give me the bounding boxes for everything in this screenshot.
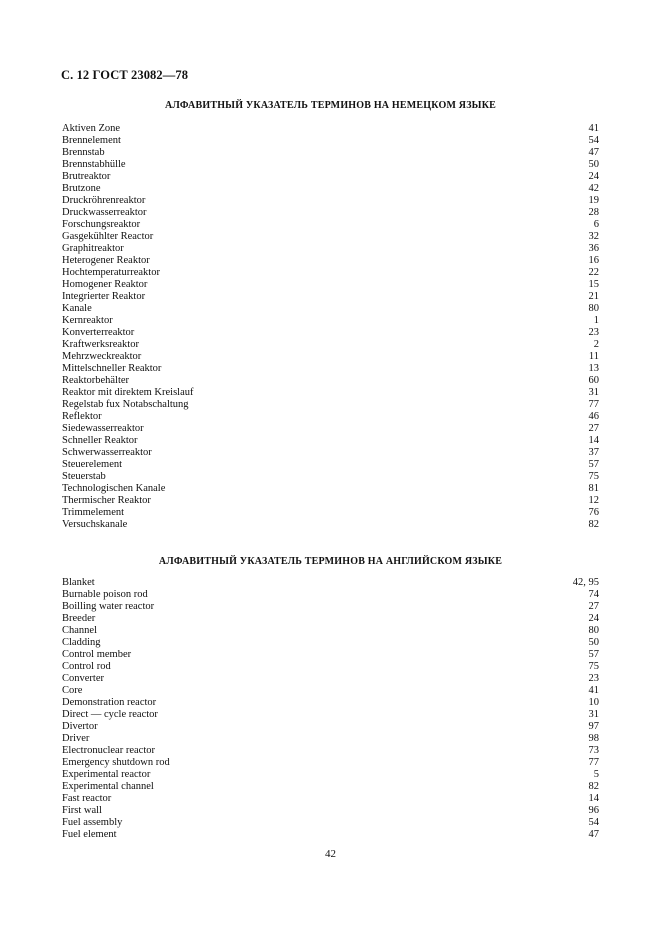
entry-number: 73 — [588, 745, 599, 756]
entry-number: 54 — [588, 135, 599, 146]
entry-number: 37 — [588, 447, 599, 458]
entry-number: 31 — [588, 709, 599, 720]
entry-term: Hochtemperaturreaktor — [62, 267, 160, 278]
entry-term: Kanale — [62, 303, 92, 314]
entry-term: Kraftwerksreaktor — [62, 339, 139, 350]
entry-number: 13 — [588, 363, 599, 374]
section-title-english: АЛФАВИТНЫЙ УКАЗАТЕЛЬ ТЕРМИНОВ НА АНГЛИЙСКОМ ЯЗЫКЕ — [158, 556, 503, 567]
section-title-german: АЛФАВИТНЫЙ УКАЗАТЕЛЬ ТЕРМИНОВ НА НЕМЕЦКОМ ЯЗЫКЕ — [164, 100, 497, 111]
index-entry — [62, 793, 599, 805]
page-number: 42 — [325, 848, 336, 860]
entry-number: 1 — [593, 315, 599, 326]
entry-term: Control rod — [62, 661, 111, 672]
entry-number: 21 — [588, 291, 599, 302]
entry-number: 50 — [588, 637, 599, 648]
entry-number: 32 — [588, 231, 599, 242]
entry-term: Brennstab — [62, 147, 105, 158]
entry-term: Reaktor mit direktem Kreislauf — [62, 387, 194, 398]
index-entry — [62, 613, 599, 625]
index-entry — [62, 721, 599, 733]
entry-number: 82 — [588, 519, 599, 530]
entry-number: 47 — [588, 829, 599, 840]
index-entry — [62, 781, 599, 793]
entry-number: 80 — [588, 625, 599, 636]
entry-term: Siedewasserreaktor — [62, 423, 144, 434]
german-term-list — [62, 123, 599, 531]
entry-term: Fuel element — [62, 829, 117, 840]
entry-number: 15 — [588, 279, 599, 290]
index-entry — [62, 339, 599, 351]
entry-number: 22 — [588, 267, 599, 278]
index-entry — [62, 375, 599, 387]
entry-number: 5 — [593, 769, 599, 780]
entry-number: 23 — [588, 327, 599, 338]
entry-term: Brutzone — [62, 183, 101, 194]
entry-number: 76 — [588, 507, 599, 518]
entry-term: Graphitreaktor — [62, 243, 124, 254]
entry-term: Versuchskanale — [62, 519, 128, 530]
entry-term: Boilling water reactor — [62, 601, 155, 612]
index-entry — [62, 697, 599, 709]
entry-number: 80 — [588, 303, 599, 314]
entry-number: 41 — [588, 685, 599, 696]
entry-number: 11 — [588, 351, 599, 362]
entry-term: Blanket — [62, 577, 95, 588]
index-entry — [62, 637, 599, 649]
entry-number: 16 — [588, 255, 599, 266]
entry-number: 24 — [588, 171, 599, 182]
entry-number: 10 — [588, 697, 599, 708]
index-entry — [62, 219, 599, 231]
entry-number: 23 — [588, 673, 599, 684]
index-entry — [62, 123, 599, 135]
entry-number: 6 — [593, 219, 599, 230]
entry-term: Homogener Reaktor — [62, 279, 148, 290]
entry-number: 96 — [588, 805, 599, 816]
index-entry — [62, 423, 599, 435]
entry-number: 77 — [588, 757, 599, 768]
entry-number: 14 — [588, 435, 599, 446]
index-entry — [62, 625, 599, 637]
index-entry — [62, 411, 599, 423]
index-entry — [62, 435, 599, 447]
entry-number: 19 — [588, 195, 599, 206]
index-entry — [62, 769, 599, 781]
entry-term: Converter — [62, 673, 104, 684]
entry-term: First wall — [62, 805, 102, 816]
entry-number: 50 — [588, 159, 599, 170]
entry-number: 36 — [588, 243, 599, 254]
entry-term: Core — [62, 685, 83, 696]
entry-number: 12 — [588, 495, 599, 506]
entry-term: Brutreaktor — [62, 171, 111, 182]
entry-number: 54 — [588, 817, 599, 828]
index-entry — [62, 519, 599, 531]
index-entry — [62, 685, 599, 697]
entry-number: 57 — [588, 649, 599, 660]
entry-number: 31 — [588, 387, 599, 398]
entry-term: Driver — [62, 733, 90, 744]
entry-number: 46 — [588, 411, 599, 422]
entry-term: Reaktorbehälter — [62, 375, 130, 386]
entry-term: Druckröhrenreaktor — [62, 195, 146, 206]
index-entry — [62, 745, 599, 757]
entry-term: Direct — cycle reactor — [62, 709, 158, 720]
index-entry — [62, 673, 599, 685]
index-entry — [62, 315, 599, 327]
entry-number: 14 — [588, 793, 599, 804]
entry-number: 97 — [588, 721, 599, 732]
entry-number: 57 — [588, 459, 599, 470]
entry-term: Fuel assembly — [62, 817, 123, 828]
index-entry — [62, 351, 599, 363]
entry-term: Druckwasserreaktor — [62, 207, 147, 218]
english-term-list — [62, 577, 599, 841]
entry-term: Technologischen Kanale — [62, 483, 166, 494]
entry-number: 74 — [588, 589, 599, 600]
index-entry — [62, 649, 599, 661]
index-entry — [62, 195, 599, 207]
entry-term: Brennelement — [62, 135, 121, 146]
entry-number: 82 — [588, 781, 599, 792]
index-entry — [62, 183, 599, 195]
index-entry — [62, 589, 599, 601]
index-entry — [62, 661, 599, 673]
index-entry — [62, 471, 599, 483]
index-entry — [62, 399, 599, 411]
entry-number: 98 — [588, 733, 599, 744]
index-entry — [62, 507, 599, 519]
entry-term: Heterogener Reaktor — [62, 255, 150, 266]
entry-number: 27 — [588, 423, 599, 434]
entry-term: Experimental channel — [62, 781, 154, 792]
entry-number: 81 — [588, 483, 599, 494]
index-entry — [62, 243, 599, 255]
entry-term: Emergency shutdown rod — [62, 757, 170, 768]
entry-number: 27 — [588, 601, 599, 612]
index-entry — [62, 601, 599, 613]
index-entry — [62, 147, 599, 159]
entry-term: Trimmelement — [62, 507, 125, 518]
index-entry — [62, 733, 599, 745]
entry-term: Fast reactor — [62, 793, 112, 804]
entry-term: Breeder — [62, 613, 96, 624]
entry-term: Gasgekühlter Reactor — [62, 231, 154, 242]
index-entry — [62, 171, 599, 183]
entry-term: Regelstab fux Notabschaltung — [62, 399, 189, 410]
entry-number: 60 — [588, 375, 599, 386]
index-entry — [62, 483, 599, 495]
index-entry — [62, 387, 599, 399]
index-entry — [62, 447, 599, 459]
entry-number: 42, 95 — [572, 577, 599, 588]
entry-term: Cladding — [62, 637, 101, 648]
document-header: С. 12 ГОСТ 23082—78 — [61, 68, 189, 82]
entry-number: 28 — [588, 207, 599, 218]
index-entry — [62, 709, 599, 721]
index-entry — [62, 291, 599, 303]
index-entry — [62, 363, 599, 375]
index-entry — [62, 817, 599, 829]
entry-term: Thermischer Reaktor — [62, 495, 151, 506]
entry-term: Burnable poison rod — [62, 589, 148, 600]
entry-number: 2 — [593, 339, 599, 350]
entry-term: Demonstration reactor — [62, 697, 157, 708]
entry-term: Experimental reactor — [62, 769, 151, 780]
entry-number: 77 — [588, 399, 599, 410]
entry-number: 42 — [588, 183, 599, 194]
entry-term: Control member — [62, 649, 132, 660]
entry-term: Mittelschneller Reaktor — [62, 363, 162, 374]
index-entry — [62, 231, 599, 243]
entry-term: Mehrzweckreaktor — [62, 351, 142, 362]
entry-term: Forschungsreaktor — [62, 219, 141, 230]
entry-term: Brennstabhülle — [62, 159, 126, 170]
index-entry — [62, 829, 599, 841]
index-entry — [62, 459, 599, 471]
entry-term: Electronuclear reactor — [62, 745, 155, 756]
entry-number: 75 — [588, 661, 599, 672]
index-entry — [62, 207, 599, 219]
entry-number: 41 — [588, 123, 599, 134]
index-entry — [62, 757, 599, 769]
entry-term: Reflektor — [62, 411, 102, 422]
entry-term: Steuerstab — [62, 471, 106, 482]
entry-term: Aktiven Zone — [62, 123, 121, 134]
entry-term: Kernreaktor — [62, 315, 113, 326]
entry-term: Divertor — [62, 721, 98, 732]
entry-term: Steuerelement — [62, 459, 123, 470]
index-entry — [62, 255, 599, 267]
index-entry — [62, 267, 599, 279]
index-entry — [62, 279, 599, 291]
entry-term: Konverterreaktor — [62, 327, 135, 338]
entry-term: Channel — [62, 625, 97, 636]
index-entry — [62, 135, 599, 147]
entry-number: 47 — [588, 147, 599, 158]
entry-term: Schwerwasserreaktor — [62, 447, 152, 458]
index-entry — [62, 495, 599, 507]
entry-term: Integrierter Reaktor — [62, 291, 146, 302]
entry-number: 24 — [588, 613, 599, 624]
index-entry — [62, 577, 599, 589]
index-entry — [62, 303, 599, 315]
index-entry — [62, 805, 599, 817]
index-entry — [62, 327, 599, 339]
index-entry — [62, 159, 599, 171]
entry-number: 75 — [588, 471, 599, 482]
entry-term: Schneller Reaktor — [62, 435, 138, 446]
